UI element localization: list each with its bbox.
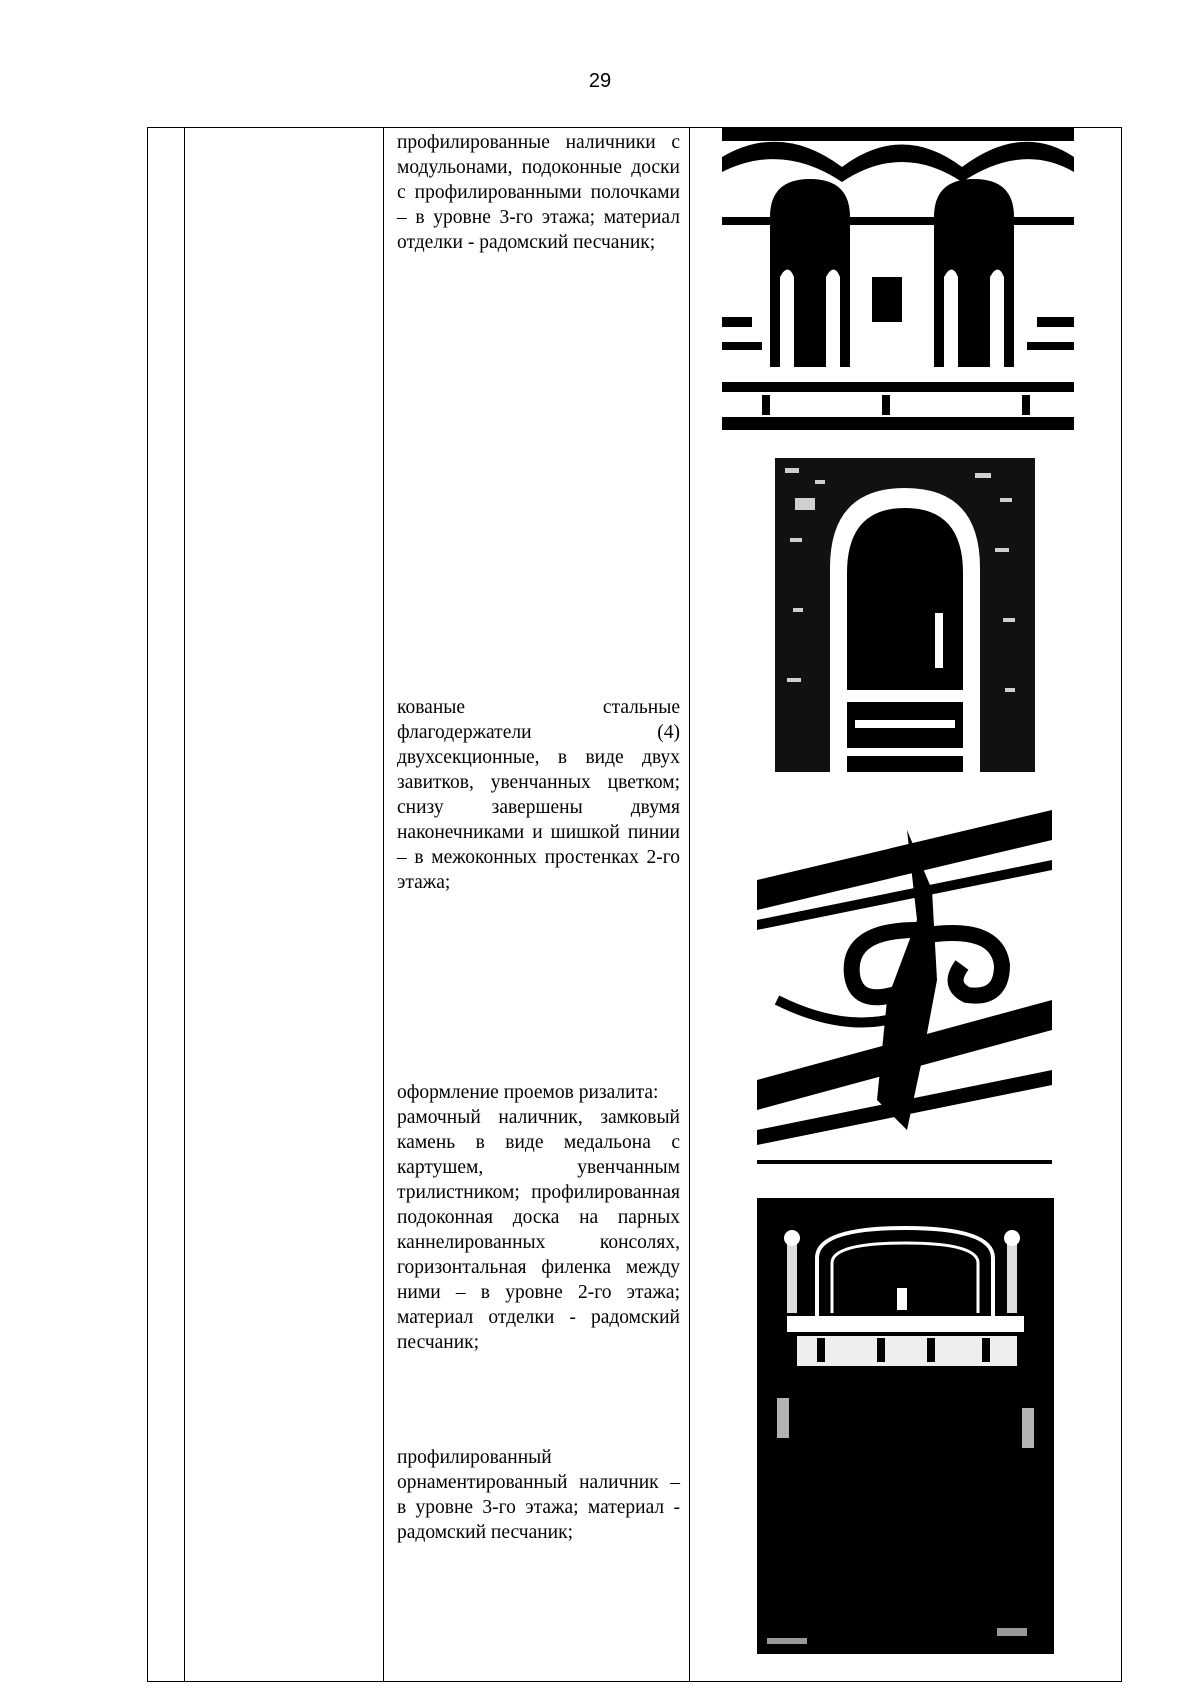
photo-arched-windows <box>722 127 1074 430</box>
risalit-2nd-floor: рамочный наличник, замковый камень в виде медальона с картушем, увенчанным трилистником; профилированная подоконная доска на парных каннелированных консолях, горизонтальная филенка между ними – в уровне 2-го этажа; материал отделки - радомский песчаник; <box>397 1107 680 1353</box>
description-risalit-openings <box>397 1080 680 1355</box>
description-window-casings: профилированные наличники с модульонами, подоконные доски с профилированными полочками – в уровне 3-го этажа; материал отделки - радомский песчаник; <box>397 132 680 253</box>
photo-arched-doorway <box>775 458 1035 772</box>
photo-flag-holder <box>757 800 1052 1170</box>
photo-risalit-window <box>757 1198 1054 1654</box>
description-3rd-floor-casing: профилированный орнаментированный наличник – в уровне 3-го этажа; материал - радомский песчаник; <box>397 1447 680 1543</box>
description-flag-holders: кованые стальные флагодержатели (4) двухсекционные, в виде двух завитков, увенчанных цветком; снизу завершены двумя наконечниками и шишкой пинии – в межоконных простенках 2-го этажа; <box>397 697 680 893</box>
column-divider-2 <box>383 128 384 1681</box>
column-divider-1 <box>184 128 185 1681</box>
column-divider-3 <box>689 128 690 1681</box>
risalit-heading: оформление проемов ризалита: <box>397 1082 659 1103</box>
page-number: 29 <box>588 70 612 92</box>
